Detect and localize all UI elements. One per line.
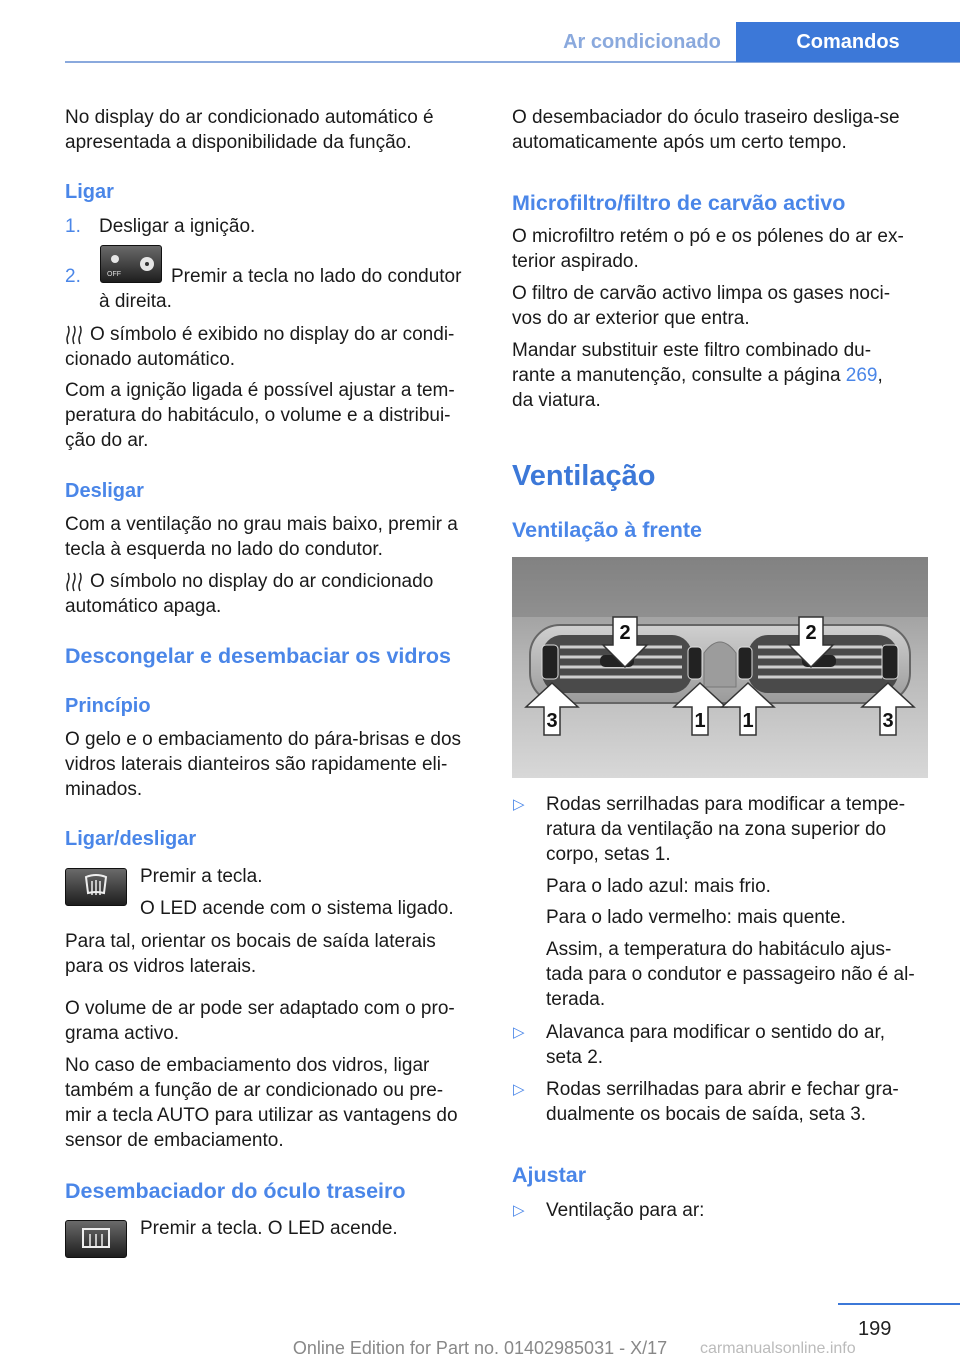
step-number: 2. (65, 266, 81, 287)
principio-heading: Princípio (65, 695, 151, 717)
desligar-text: tecla à esquerda no lado do condutor. (65, 539, 383, 560)
windshield-defrost-icon (66, 869, 126, 905)
header-chapter-tab[interactable]: Comandos (736, 22, 960, 62)
bullet-icon: ▷ (513, 1202, 525, 1219)
rear-press-text: Premir a tecla. O LED acende. (140, 1218, 398, 1239)
ignition-text: ção do ar. (65, 430, 149, 451)
embaciamento-text: sensor de embaciamento. (65, 1130, 284, 1151)
bullet-text: Rodas serrilhadas para abrir e fechar gra‐ (546, 1079, 899, 1100)
intro-text: No display do ar condicionado automático é (65, 107, 434, 128)
bullet-icon: ▷ (513, 796, 525, 813)
rear-window-defrost-icon (66, 1221, 126, 1257)
header-section-tab[interactable]: Ar condicionado (563, 30, 721, 53)
ignition-text: peratura do habitáculo, o volume e a distribui‐ (65, 405, 451, 426)
volume-text: O volume de ar pode ser adaptado com o pro‐ (65, 998, 455, 1019)
intro-text: apresentada a disponibilidade da função. (65, 132, 412, 153)
rear-defrost-button (65, 1220, 127, 1258)
bullet-text: seta 2. (546, 1047, 604, 1068)
bullet-text: dualmente os bocais de saída, seta 3. (546, 1104, 867, 1125)
rear-off-text: O desembaciador do óculo traseiro desliga-se (512, 107, 900, 128)
embaciamento-text: mir a tecla AUTO para utilizar as vantagens do (65, 1105, 458, 1126)
figure-label: 1 (742, 710, 754, 732)
bullet-text: ratura da ventilação na zona superior do (546, 819, 887, 840)
bullet-text: Ventilação para ar: (546, 1200, 705, 1221)
principio-text: minados. (65, 779, 143, 800)
desligar-heading: Desligar (65, 480, 144, 502)
ligar-desligar-heading: Ligar/desligar (65, 828, 197, 850)
page-link[interactable]: 269 (845, 365, 878, 386)
press-key-text: Premir a tecla. (140, 866, 263, 887)
step-text: Premir a tecla no lado do condutor (171, 266, 462, 287)
principio-text: O gelo e o embaciamento do pára-brisas e dos (65, 729, 462, 750)
orient-text: Para tal, orientar os bocais de saída laterais (65, 931, 436, 952)
step-text: à direita. (99, 291, 172, 312)
sub-text: Assim, a temperatura do habitáculo ajus‐ (546, 939, 892, 960)
filter-heading: Microfiltro/filtro de carvão activo (512, 191, 846, 215)
ignition-text: Com a ignição ligada é possível ajustar a tem‐ (65, 380, 455, 401)
defrost-heading: Descongelar e desembaciar os vidros (65, 644, 451, 668)
figure-label: 2 (619, 622, 631, 644)
rear-defrost-heading: Desembaciador do óculo traseiro (65, 1179, 406, 1203)
service-text: rante a manutenção, consulte a página 269, (512, 365, 883, 386)
figure-label: 3 (882, 710, 894, 732)
bullet-icon: ▷ (513, 1081, 525, 1098)
fan-off-button (100, 245, 162, 283)
fan-icon (101, 246, 161, 282)
defrost-symbol-icon (66, 325, 82, 345)
embaciamento-text: também a função de ar condicionado ou pre‐ (65, 1080, 444, 1101)
rear-off-text: automaticamente após um certo tempo. (512, 132, 847, 153)
carbon-text: O filtro de carvão activo limpa os gases noci‐ (512, 283, 891, 304)
step-number: 1. (65, 216, 81, 237)
volume-text: grama activo. (65, 1023, 180, 1044)
ajustar-heading: Ajustar (512, 1163, 587, 1187)
sub-text: Para o lado vermelho: mais quente. (546, 907, 846, 928)
bullet-text: Alavanca para modificar o sentido do ar, (546, 1022, 886, 1043)
ligar-heading: Ligar (65, 181, 114, 203)
symbol-text: cionado automático. (65, 349, 236, 370)
orient-text: para os vidros laterais. (65, 956, 257, 977)
defrost-symbol-icon (66, 572, 82, 592)
sub-text: tada para o condutor e passageiro não é al‐ (546, 964, 915, 985)
front-vent-heading: Ventilação à frente (512, 518, 702, 542)
filter-text: terior aspirado. (512, 251, 639, 272)
figure-label: 3 (546, 710, 558, 732)
embaciamento-text: No caso de embaciamento dos vidros, ligar (65, 1055, 430, 1076)
watermark: carmanualsonline.info (700, 1340, 856, 1357)
symbol-text: O símbolo no display do ar condicionado (90, 571, 434, 592)
front-vents-figure (512, 557, 928, 778)
bullet-text: Rodas serrilhadas para modificar a tempe‐ (546, 794, 906, 815)
edition-text: Online Edition for Part no. 01402985031 - X/17 (292, 1338, 668, 1358)
page-number: 199 (858, 1318, 892, 1340)
symbol-text: O símbolo é exibido no display do ar condi‐ (90, 324, 455, 345)
service-text: Mandar substituir este filtro combinado du‐ (512, 340, 872, 361)
front-defrost-button (65, 868, 127, 906)
figure-label: 2 (805, 622, 817, 644)
service-text: da viatura. (512, 390, 601, 411)
sub-text: terada. (546, 989, 606, 1010)
carbon-text: vos do ar exterior que entra. (512, 308, 750, 329)
step-text: Desligar a ignição. (99, 216, 256, 237)
desligar-text: Com a ventilação no grau mais baixo, premir a (65, 514, 458, 535)
svg-text:OFF: OFF (107, 271, 121, 278)
ventilacao-heading: Ventilação (512, 460, 656, 492)
bullet-text: corpo, setas 1. (546, 844, 671, 865)
bullet-icon: ▷ (513, 1024, 525, 1041)
footer-rule (838, 1303, 960, 1305)
filter-text: O microfiltro retém o pó e os pólenes do ar ex‐ (512, 226, 904, 247)
sub-text: Para o lado azul: mais frio. (546, 876, 771, 897)
figure-label: 1 (694, 710, 706, 732)
principio-text: vidros laterais dianteiros são rapidamente eli‐ (65, 754, 448, 775)
led-text: O LED acende com o sistema ligado. (140, 898, 454, 919)
symbol-text: automático apaga. (65, 596, 222, 617)
